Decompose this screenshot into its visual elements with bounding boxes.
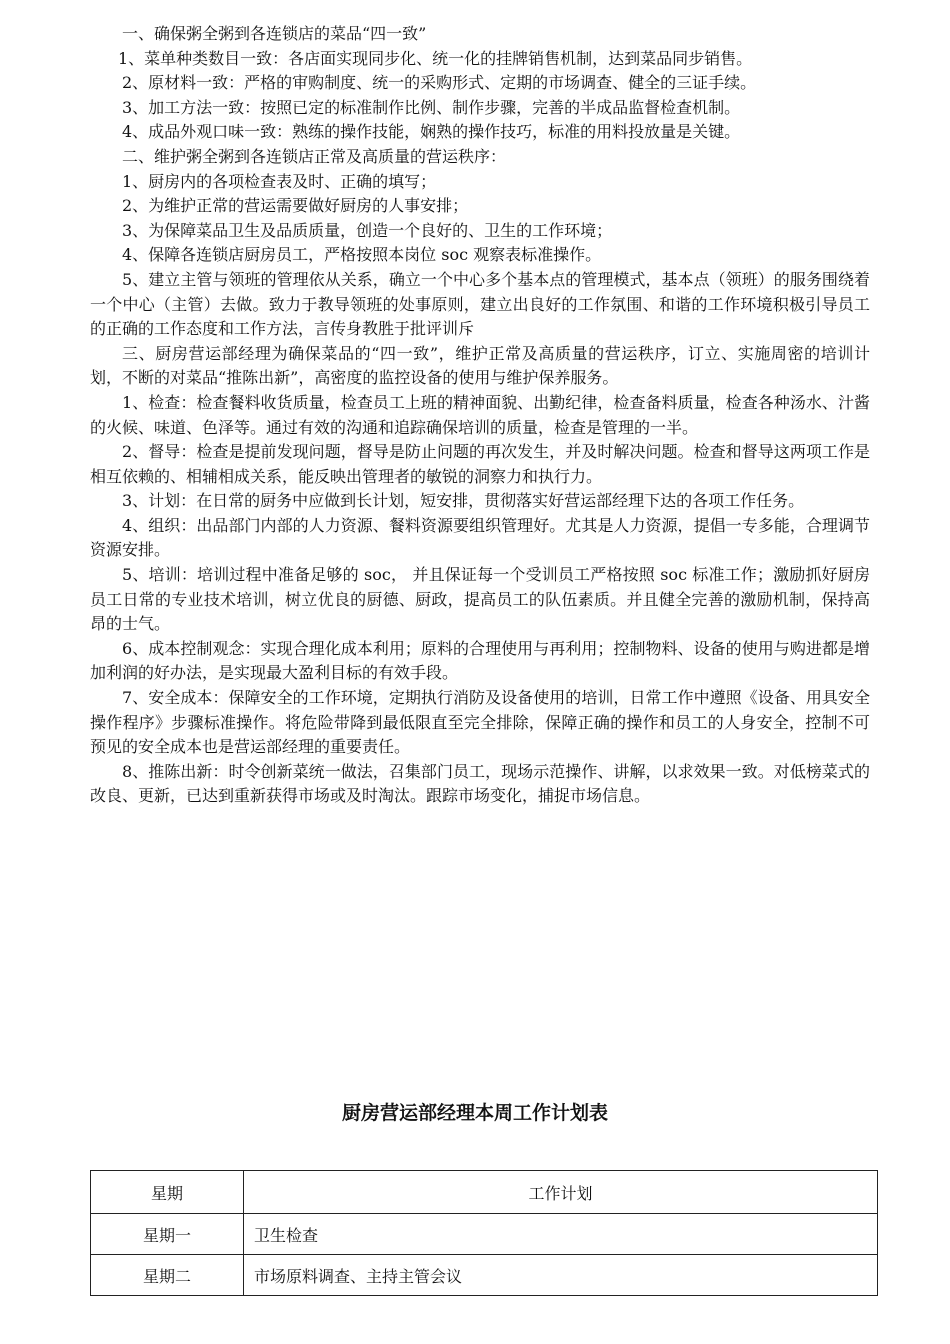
table-row — [91, 1255, 878, 1296]
header-day: 星期 — [91, 1171, 244, 1214]
paragraph: 3、计划：在日常的厨务中应做到长计划，短安排，贯彻落实好营运部经理下达的各项工作任务。 — [122, 491, 805, 511]
day-cell: 星期二 — [91, 1255, 244, 1296]
paragraph: 6、成本控制观念：实现合理化成本利用；原料的合理使用与再利用；控制物料、设备的使用与购进都是增加利润的好办法，是实现最大盈利目标的有效手段。 — [90, 638, 870, 683]
paragraph: 1、厨房内的各项检查表及时、正确的填写； — [122, 171, 437, 191]
paragraph: 3、加工方法一致：按照已定的标准制作比例、制作步骤，完善的半成品监督检查机制。 — [122, 97, 741, 117]
table-title: 厨房营运部经理本周工作计划表 — [341, 1102, 608, 1124]
paragraph: 1、检查：检查餐料收货质量，检查员工上班的精神面貌、出勤纪律，检查备料质量，检查各种汤水、汁酱的火候、味道、色泽等。通过有效的沟通和追踪确保培训的质量，检查是管理的一半。 — [90, 392, 870, 437]
paragraph: 2、为维护正常的营运需要做好厨房的人事安排； — [122, 196, 469, 216]
paragraph: 5、培训：培训过程中准备足够的 soc， 并且保证每一个受训员工严格按照 soc 标准工作；激励抓好厨房员工日常的专业技术培训，树立优良的厨德、厨政，提高员工的队伍素质。并且健全完善的激励机制，保持高昂的士气。 — [90, 565, 870, 634]
document-body — [90, 22, 870, 809]
paragraph: 8、推陈出新：时令创新菜统一做法，召集部门员工，现场示范操作、讲解，以求效果一致。对低榜菜式的改良、更新，已达到重新获得市场或及时淘汰。跟踪市场变化，捕捉市场信息。 — [90, 761, 870, 806]
plan-cell: 市场原料调查、主持主管会议 — [244, 1255, 878, 1296]
paragraph: 4、组织：出品部门内部的人力资源、餐料资源要组织管理好。尤其是人力资源，提倡一专多能，合理调节资源安排。 — [90, 515, 870, 560]
header-plan: 工作计划 — [244, 1171, 878, 1214]
section-heading-1: 一、确保粥全粥到各连锁店的菜品“四一致” — [122, 24, 427, 43]
table-header-row — [91, 1171, 878, 1214]
weekly-plan-table — [90, 1170, 878, 1296]
day-cell: 星期一 — [91, 1214, 244, 1255]
paragraph: 2、督导：检查是提前发现问题，督导是防止问题的再次发生，并及时解决问题。检查和督导这两项工作是相互依赖的、相辅相成关系，能反映出管理者的敏锐的洞察力和执行力。 — [90, 442, 870, 486]
paragraph: 7、安全成本：保障安全的工作环境，定期执行消防及设备使用的培训，日常工作中遵照《设备、用具安全操作程序》步骤标准操作。将危险带降到最低限直至完全排除，保障正确的操作和员工的人身安全，控制不可预见的安全成本也是营运部经理的重要责任。 — [90, 688, 870, 757]
paragraph: 4、保障各连锁店厨房员工，严格按照本岗位 soc 观察表标准操作。 — [122, 245, 602, 265]
section-heading-3: 三、厨房营运部经理为确保菜品的“四一致”，维护正常及高质量的营运秩序，订立、实施周密的培训计划，不断的对菜品“推陈出新”，高密度的监控设备的使用与维护保养服务。 — [90, 343, 870, 388]
paragraph: 5、建立主管与领班的管理依从关系，确立一个中心多个基本点的管理模式，基本点（领班）的服务围绕着一个中心（主管）去做。致力于教导领班的处事原则，建立出良好的工作氛围、和谐的工作环境积极引导员工的正确的工作态度和工作方法，言传身教胜于批评训斥 — [90, 269, 870, 339]
paragraph: 1、菜单种类数目一致：各店面实现同步化、统一化的挂牌销售机制，达到菜品同步销售。 — [118, 48, 753, 68]
paragraph: 2、原材料一致：严格的审购制度、统一的采购形式、定期的市场调查、健全的三证手续。 — [122, 73, 757, 93]
paragraph: 3、为保障菜品卫生及品质质量，创造一个良好的、卫生的工作环境； — [122, 220, 613, 240]
plan-cell: 卫生检查 — [244, 1214, 878, 1255]
paragraph: 4、成品外观口味一致：熟练的操作技能，娴熟的操作技巧，标准的用料投放量是关键。 — [122, 122, 741, 142]
section-heading-2: 二、维护粥全粥到各连锁店正常及高质量的营运秩序： — [122, 146, 507, 166]
table-row — [91, 1214, 878, 1255]
